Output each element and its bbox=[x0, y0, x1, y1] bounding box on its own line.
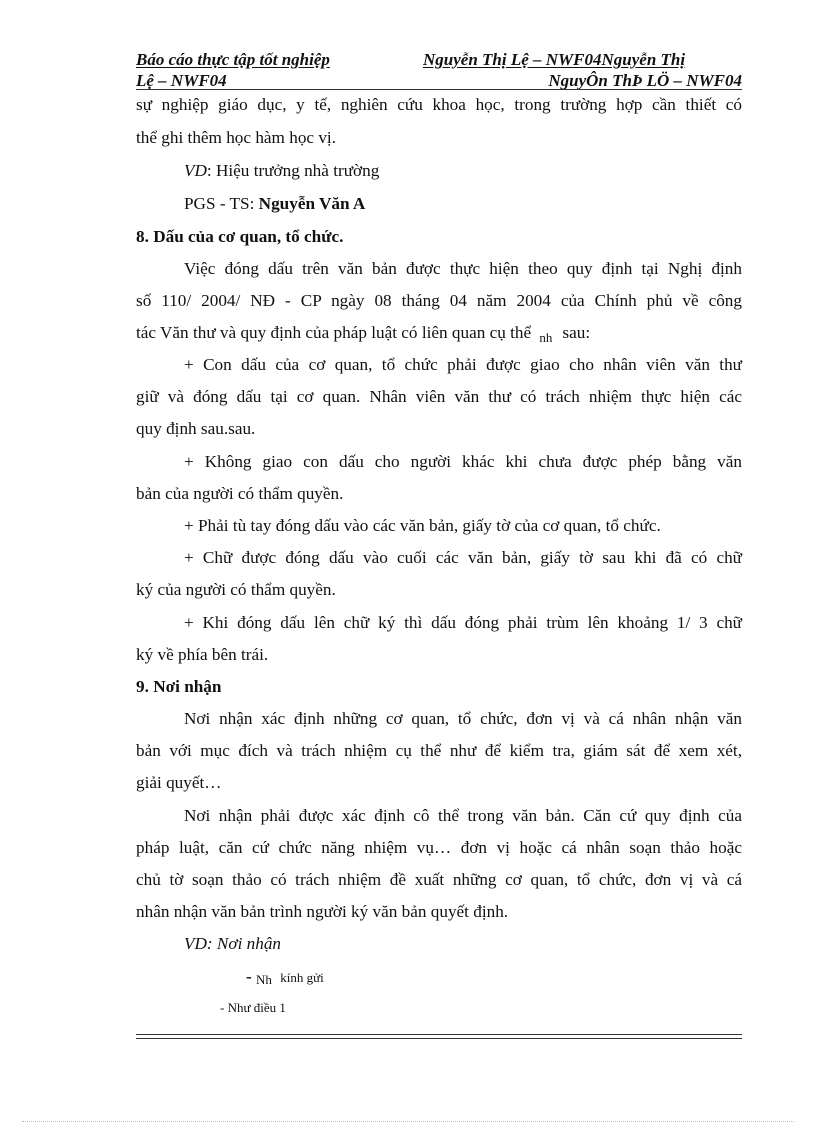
text-fragment-small: nh bbox=[539, 330, 553, 345]
bullet-line: ký về phía bên trái. bbox=[136, 645, 269, 664]
recipient-item: - Như điều 1 bbox=[220, 1000, 286, 1015]
footer-rule bbox=[136, 1034, 742, 1035]
section-heading-9: 9. Nơi nhận bbox=[136, 677, 222, 696]
bullet-line: + Khi đóng dấu lên chữ ký thì dấu đóng phải trùm lên khoảng 1/ 3 chữ bbox=[184, 613, 742, 632]
header-report-title: Báo cáo thực tập tốt nghiệp bbox=[136, 50, 330, 69]
example-label: VD bbox=[184, 161, 207, 180]
page-edge-dotted-line bbox=[22, 1121, 794, 1122]
text-line: số 110/ 2004/ NĐ - CP ngày 08 tháng 04 năm 2004 của Chính phủ về công bbox=[136, 291, 742, 310]
text-line: thể ghi thêm học hàm học vị. bbox=[136, 128, 336, 147]
header-author-garbled: NguyÔn ThÞ LÖ – NWF04 bbox=[548, 71, 742, 90]
text-line: chủ tờ soạn thảo có trách nhiệm đề xuất những cơ quan, tổ chức, đơn vị và cá bbox=[136, 870, 742, 889]
bullet-line: + Phải tù tay đóng dấu vào các văn bản, giấy tờ của cơ quan, tổ chức. bbox=[184, 516, 661, 535]
signature-title: PGS - TS: bbox=[184, 194, 259, 213]
signature-name: Nguyễn Văn A bbox=[258, 194, 366, 213]
recipient-item bbox=[136, 966, 742, 988]
bullet-line: giữ và đóng dấu tại cơ quan. Nhân viên văn thư có trách nhiệm thực hiện các bbox=[136, 387, 742, 406]
section-heading-8: 8. Dấu của cơ quan, tổ chức. bbox=[136, 227, 344, 246]
bullet-line: + Chữ được đóng dấu vào cuối các văn bản, giấy tờ sau khi đã có chữ bbox=[184, 548, 742, 567]
text-line: Việc đóng dấu trên văn bản được thực hiện theo quy định tại Nghị định bbox=[184, 259, 742, 278]
bullet-line: + Không giao con dấu cho người khác khi chưa được phép bằng văn bbox=[184, 452, 742, 471]
footer-rule bbox=[136, 1038, 742, 1039]
text-line: pháp luật, căn cứ chức năng nhiệm vụ… đơn vị hoặc cá nhân soạn thảo hoặc bbox=[136, 838, 742, 857]
text-line: sự nghiệp giáo dục, y tế, nghiên cứu khoa học, trong trường hợp cần thiết có bbox=[136, 95, 742, 114]
recipients-label: VD: Nơi nhận bbox=[184, 934, 282, 953]
bullet-line: + Con dấu của cơ quan, tổ chức phải được giao cho nhân viên văn thư bbox=[184, 355, 742, 374]
dash-marker: - bbox=[246, 967, 252, 986]
text-fragment: sau: bbox=[562, 323, 591, 342]
text-line: nhân nhận văn bản trình người ký văn bản quyết định. bbox=[136, 902, 509, 921]
header-author: Nguyễn Thị Lệ – NWF04Nguyễn Thị bbox=[423, 50, 686, 69]
text-line: bản với mục đích và trách nhiệm cụ thể như để kiểm tra, giám sát để xem xét, bbox=[136, 741, 742, 760]
text-line: Nơi nhận xác định những cơ quan, tổ chức, đơn vị và cá nhân nhận văn bbox=[184, 709, 742, 728]
example-line bbox=[136, 160, 742, 182]
recipient-prefix: Nh bbox=[256, 972, 272, 987]
recipient-text: kính gửi bbox=[280, 970, 324, 985]
bullet-line: quy định sau.sau. bbox=[136, 419, 256, 438]
text-fragment: tác Văn thư và quy định của pháp luật có liên quan cụ thể bbox=[136, 323, 532, 342]
text-line bbox=[136, 322, 742, 344]
text-line: giải quyết… bbox=[136, 773, 222, 792]
signature-line bbox=[136, 193, 742, 215]
bullet-line: bản của người có thẩm quyền. bbox=[136, 484, 344, 503]
text-line: Nơi nhận phải được xác định cô thể trong văn bản. Căn cứ quy định của bbox=[184, 806, 742, 825]
header-author-continued: Lệ – NWF04 bbox=[136, 71, 227, 90]
header-rule bbox=[136, 89, 742, 90]
example-text: : Hiệu trưởng nhà trường bbox=[206, 161, 380, 180]
bullet-line: ký của người có thẩm quyền. bbox=[136, 580, 336, 599]
